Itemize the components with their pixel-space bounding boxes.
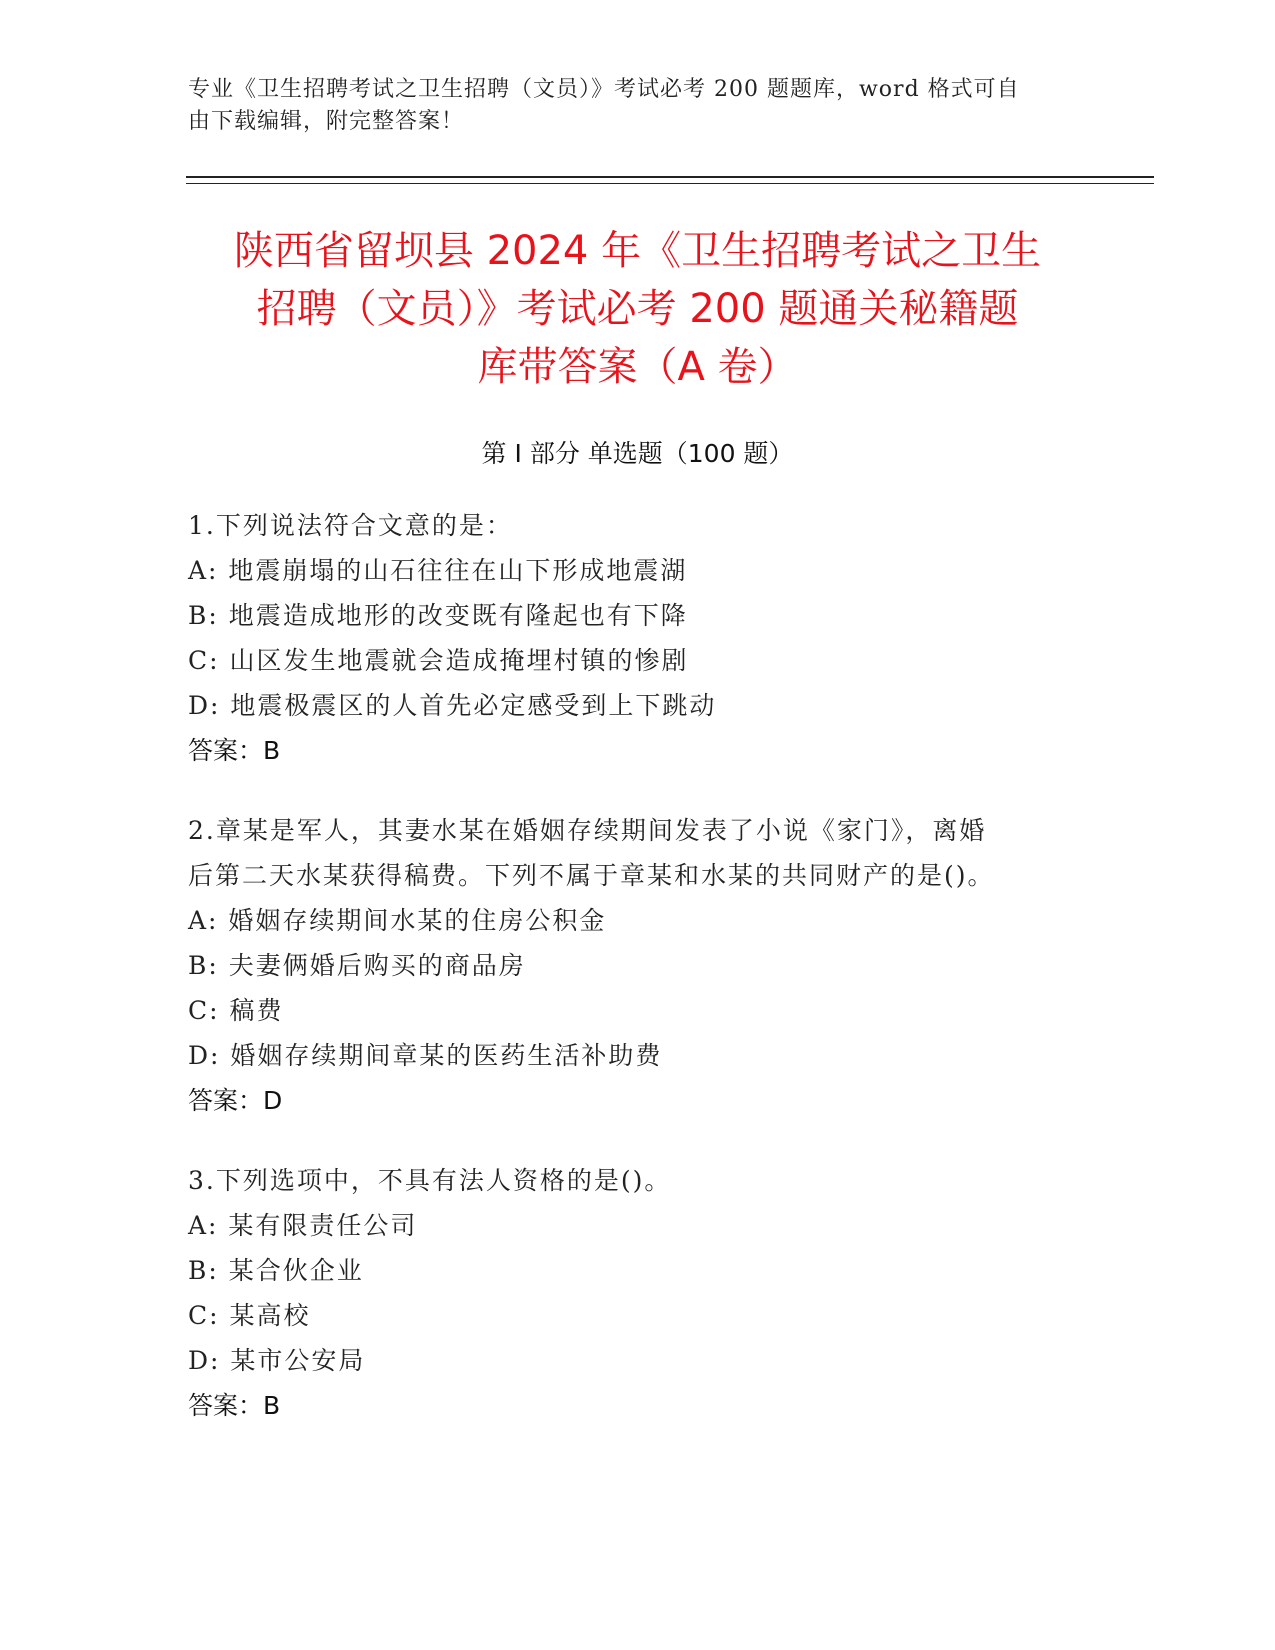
option-c: C: 稿费: [188, 996, 284, 1025]
question-stem: 3.下列选项中，不具有法人资格的是()。: [188, 1166, 672, 1195]
document-title: [150, 222, 1125, 396]
option-a: A: 地震崩塌的山石往往在山下形成地震湖: [188, 556, 688, 585]
question-1: [188, 503, 1088, 773]
title-line: 招聘（文员）》考试必考 200 题通关秘籍题: [256, 286, 1019, 332]
question-3: [188, 1158, 1088, 1428]
option-c: C: 山区发生地震就会造成掩埋村镇的惨剧: [188, 646, 689, 675]
option-b: B: 地震造成地形的改变既有隆起也有下降: [188, 601, 688, 630]
question-stem: 1.下列说法符合文意的是：: [188, 511, 513, 540]
question-2: [188, 808, 1088, 1123]
option-d: D: 地震极震区的人首先必定感受到上下跳动: [188, 691, 717, 720]
question-stem-continued: 后第二天水某获得稿费。下列不属于章某和水某的共同财产的是()。: [188, 861, 995, 890]
question-stem: 2.章某是军人，其妻水某在婚姻存续期间发表了小说《家门》，离婚: [188, 816, 987, 845]
title-line: 陕西省留坝县 2024 年《卫生招聘考试之卫生: [233, 228, 1042, 274]
option-d: D: 婚姻存续期间章某的医药生活补助费: [188, 1041, 663, 1070]
option-d: D: 某市公安局: [188, 1346, 366, 1375]
section-title: 第 I 部分 单选题（100 题）: [481, 439, 794, 468]
option-a: A: 某有限责任公司: [188, 1211, 418, 1240]
header-divider-thick: [186, 176, 1154, 178]
header-note: [188, 74, 1088, 138]
option-b: B: 某合伙企业: [188, 1256, 364, 1285]
option-c: C: 某高校: [188, 1301, 311, 1330]
answer: 答案：B: [188, 1391, 281, 1420]
header-note-line: 专业《卫生招聘考试之卫生招聘（文员）》考试必考 200 题题库，word 格式可自: [188, 77, 1020, 102]
header-note-line: 由下载编辑，附完整答案！: [188, 109, 465, 134]
option-a: A: 婚姻存续期间水某的住房公积金: [188, 906, 607, 935]
answer: 答案：B: [188, 736, 281, 765]
answer: 答案：D: [188, 1086, 283, 1115]
option-b: B: 夫妻俩婚后购买的商品房: [188, 951, 526, 980]
header-divider-thin: [186, 183, 1154, 184]
title-line: 库带答案（A 卷）: [477, 344, 798, 390]
